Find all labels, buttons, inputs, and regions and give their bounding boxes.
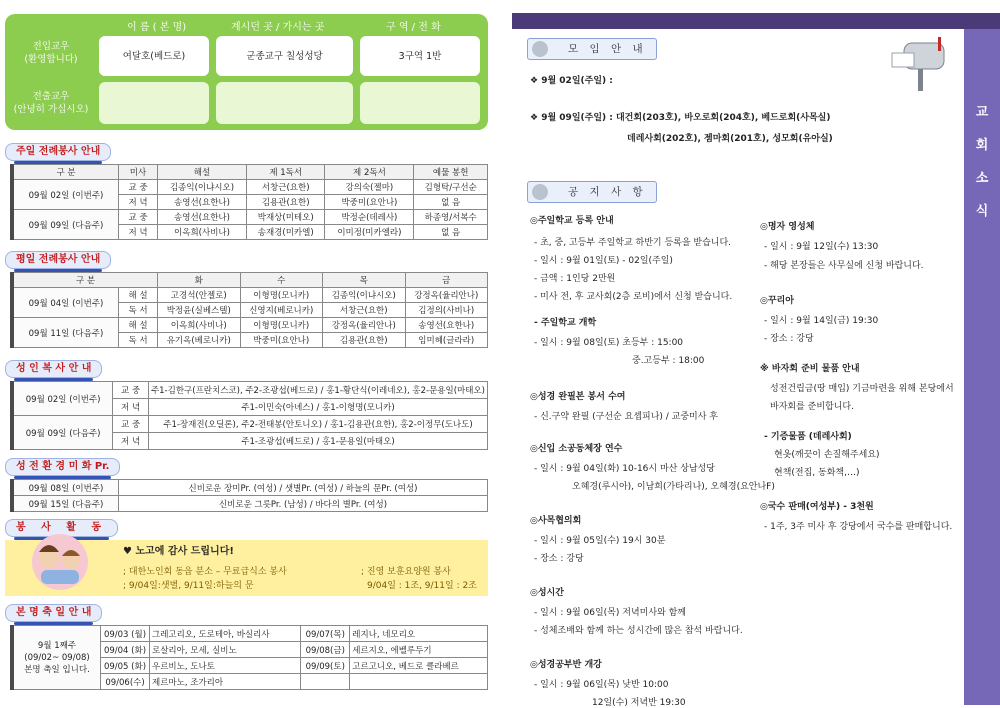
table-row — [12, 288, 488, 303]
col-header: 해설 — [158, 165, 247, 180]
role-cell: 해 설 — [119, 318, 158, 333]
notice-line: 12일(수) 저녁반 19:30 — [592, 698, 686, 708]
decoration-table — [10, 479, 488, 512]
patron-group-label: 9월 1째주 (09/02~ 09/08) 본명 축일 입니다. — [12, 626, 101, 690]
date-cell — [301, 674, 350, 690]
move-in-out-panel — [5, 14, 488, 130]
row-label-in: 전입교우 (환영합니다) — [24, 41, 78, 65]
altar-server-table — [10, 381, 488, 450]
table-row — [12, 210, 488, 225]
decoration-title: 성 전 환 경 미 화 Pr. — [5, 458, 120, 476]
cell: 송영선(요한나) — [405, 318, 488, 333]
cell: 우르비노, 도나토 — [150, 658, 301, 674]
in-place: 군종교구 칠성성당 — [216, 36, 353, 76]
date-cell: 09월 02일 (이번주) — [12, 382, 113, 416]
thanks-text: ♥ 노고에 감사 드립니다! — [123, 546, 234, 557]
table-row — [12, 496, 488, 512]
cell: 세르지오, 에벨루두기 — [350, 642, 488, 658]
cell: 주1-김한구(프란치스코), 주2-조광섭(베드로) / 홍1-황단식(이레네오), 홍2-문용일(마태오) — [148, 382, 487, 399]
date-cell: 09/07(목) — [301, 626, 350, 642]
sunday-liturgy-table — [10, 164, 488, 240]
patron-table — [10, 625, 488, 690]
col-header-area: 구 역 / 전 화 — [386, 22, 441, 33]
cell: 김용관(요한) — [247, 195, 325, 210]
cell: 김정의(사비나) — [405, 303, 488, 318]
notice-line: 오혜경(루시아), 이남희(가타리나), 오혜경(요안나F) — [572, 482, 775, 492]
row-label-out: 전출교우 (안녕히 가십시오) — [13, 91, 89, 115]
cell: 박정윤(실베스텔) — [158, 303, 241, 318]
col-header: 예물 봉헌 — [414, 165, 488, 180]
volunteer-right-2: 9/04일 : 1조, 9/11일 : 2조 — [367, 581, 477, 591]
top-bar — [512, 13, 1000, 29]
col-header: 제 1독서 — [247, 165, 325, 180]
volunteer-left-1: ; 대한노인회 동읍 분소 – 무료급식소 봉사 — [123, 567, 287, 577]
meeting-title: 모 임 안 내 — [568, 43, 647, 55]
cell: 송재경(미카엘) — [247, 225, 325, 240]
col-header-place: 계시던 곳 / 가시는 곳 — [231, 22, 325, 33]
mass-cell: 저 녁 — [113, 433, 149, 450]
notice-line: 현옷(깨끗이 손질해주세요) — [774, 450, 880, 460]
cell: 신영지(베로니카) — [240, 303, 323, 318]
out-name — [99, 82, 209, 124]
role-cell: 독 서 — [119, 333, 158, 348]
notice-line: - 해당 본장들은 사무실에 신청 바랍니다. — [764, 261, 924, 271]
notice-heading: ◎신입 소공동체장 연수 — [530, 444, 623, 454]
notice-line: - 초, 중, 고등부 주일학교 하반기 등록을 받습니다. — [534, 238, 732, 248]
col-header: 금 — [405, 273, 488, 288]
cell: 신비로운 장미Pr. (여성) / 샛별Pr. (여성) / 하늘의 문Pr. (여성) — [119, 480, 488, 496]
notice-line: - 미사 전, 후 교사회(2층 로비)에서 신청 받습니다. — [534, 292, 733, 302]
notice-heading: ◎명자 영성체 — [760, 222, 815, 232]
cell: 이형명(모니카) — [240, 318, 323, 333]
cell: 박중미(요안나) — [240, 333, 323, 348]
cell: 강정옥(율리안나) — [323, 318, 406, 333]
cell: 송영선(요한나) — [158, 195, 247, 210]
notice-line: - 일시 : 9월 12일(수) 13:30 — [764, 242, 879, 252]
notice-line: - 일시 : 9월 06일(목) 저녁미사와 함께 — [534, 608, 686, 618]
patron-title: 본 명 축 일 안 내 — [5, 604, 102, 622]
notice-line: - 일시 : 9월 05일(수) 19시 30분 — [534, 536, 666, 546]
mass-cell: 저 녁 — [113, 399, 149, 416]
notice-heading: ◎사목협의회 — [530, 516, 582, 526]
cell: 강정옥(율리안나) — [405, 288, 488, 303]
cell: 송영선(요한나) — [158, 210, 247, 225]
notice-heading: ◎국수 판매(여성부) - 3천원 — [760, 502, 874, 512]
table-row — [12, 626, 488, 642]
notice-line: - 금액 : 1인당 2만원 — [534, 274, 616, 284]
date-cell: 09/03 (월) — [101, 626, 150, 642]
notice-heading: ◎꾸리아 — [760, 296, 794, 306]
mass-cell: 교 중 — [119, 210, 158, 225]
table-row — [12, 180, 488, 195]
cell: 박중미(요안나) — [325, 195, 414, 210]
date-cell: 09월 04일 (이번주) — [12, 288, 119, 318]
person-icon — [532, 184, 548, 200]
notice-heading: - 기증물품 (데레사회) — [764, 432, 852, 442]
table-row — [12, 318, 488, 333]
side-char: 소 — [975, 171, 989, 186]
cell: 김형탁/구선순 — [414, 180, 488, 195]
notice-line: 중.고등부 : 18:00 — [632, 356, 705, 366]
date-cell: 09월 09일 (다음주) — [12, 416, 113, 450]
notice-line: - 성체조배와 함께 하는 성시간에 많은 참석 바랍니다. — [534, 626, 743, 636]
cell: 신비로운 그릇Pr. (남성) / 바다의 별Pr. (여성) — [119, 496, 488, 512]
in-area: 3구역 1반 — [360, 36, 480, 76]
date-cell: 09/04 (화) — [101, 642, 150, 658]
cell: 이미정(미카엘라) — [325, 225, 414, 240]
date-cell: 09/06(수) — [101, 674, 150, 690]
weekday-liturgy-title: 평일 전례봉사 안내 — [5, 251, 111, 269]
volunteer-title: 봉 사 활 동 — [5, 519, 118, 537]
mass-cell: 교 중 — [119, 180, 158, 195]
in-name: 여달호(베드로) — [99, 36, 209, 76]
date-cell: 09월 11일 (다음주) — [12, 318, 119, 348]
cell: 유기옥(베로니카) — [158, 333, 241, 348]
cell: 로살리아, 모세, 실비노 — [150, 642, 301, 658]
notice-line: - 1주, 3주 미사 후 강당에서 국수를 판매합니다. — [764, 522, 953, 532]
cell: 레지나, 네모리오 — [350, 626, 488, 642]
cell: 박재상(미테오) — [247, 210, 325, 225]
notice-line: - 장소 : 강당 — [764, 334, 814, 344]
cell: 김종익(이냐시오) — [323, 288, 406, 303]
meeting-item: ❖ 9월 09일(주일) : 대건회(203호), 바오로회(204호), 베드로회(사목실) — [530, 113, 831, 123]
side-char: 교 — [975, 105, 989, 120]
col-header: 화 — [158, 273, 241, 288]
mass-cell: 교 중 — [113, 416, 149, 433]
notice-line: - 일시 : 9월 01일(토) - 02일(주일) — [534, 256, 673, 266]
col-header: 미사 — [119, 165, 158, 180]
date-cell: 09월 02일 (이번주) — [12, 180, 119, 210]
date-cell: 09/05 (화) — [101, 658, 150, 674]
church-news-panel — [512, 13, 1000, 708]
notice-line: 성전건립금(땅 매입) 기금마련을 위해 본당에서 — [770, 384, 954, 394]
volunteer-left-2: ; 9/04일:샛별, 9/11일:하늘의 문 — [123, 581, 254, 591]
notice-line: - 신.구약 완필 (구선순 요셉피나) / 교중미사 후 — [534, 412, 718, 422]
notice-line: - 일시 : 9월 06일(목) 낮반 10:00 — [534, 680, 669, 690]
meeting-item: ❖ 9월 02일(주일) : — [530, 76, 613, 86]
cell: 없 음 — [414, 195, 488, 210]
cell: 임미혜(글라라) — [405, 333, 488, 348]
table-row — [12, 480, 488, 496]
cell: 제르마노, 조가리아 — [150, 674, 301, 690]
notice-line: - 일시 : 9월 04일(화) 10-16시 마산 상남성당 — [534, 464, 715, 474]
notice-heading: - 주일학교 개학 — [534, 318, 597, 328]
col-header: 구 분 — [12, 165, 119, 180]
mass-cell: 저 녁 — [119, 195, 158, 210]
cell: 그레고리오, 도로테아, 바실리사 — [150, 626, 301, 642]
person-icon — [532, 41, 548, 57]
side-char: 식 — [975, 204, 989, 219]
col-header: 제 2독서 — [325, 165, 414, 180]
volunteer-strip — [5, 540, 488, 596]
notice-heading: ◎성경 완필본 봉서 수여 — [530, 392, 626, 402]
cell: 김종익(이냐시오) — [158, 180, 247, 195]
mailbox-icon — [886, 33, 956, 95]
cell: 고경석(안젤로) — [158, 288, 241, 303]
cell: 서창근(요한) — [247, 180, 325, 195]
notice-heading: ◎주일학교 등록 안내 — [530, 216, 614, 226]
meeting-item: 데레사회(202호), 젬마회(201호), 성모회(유아실) — [627, 134, 833, 144]
weekday-liturgy-table — [10, 272, 488, 348]
altar-server-title: 성 인 복 사 안 내 — [5, 360, 102, 378]
col-header-name: 이 름 ( 본 명) — [127, 22, 187, 33]
notice-header — [527, 181, 657, 203]
table-row — [12, 416, 488, 433]
cell — [350, 674, 488, 690]
cell: 김용관(요한) — [323, 333, 406, 348]
cell: 이옥희(사비나) — [158, 318, 241, 333]
cell: 박정순(데레사) — [325, 210, 414, 225]
side-title-bar — [964, 29, 1000, 705]
notice-heading: ※ 바자회 준비 물품 안내 — [760, 364, 860, 374]
notice-line: 바자회를 준비합니다. — [770, 402, 854, 412]
cell: 강의숙(젤마) — [325, 180, 414, 195]
cell: 하종영/서복수 — [414, 210, 488, 225]
sunday-liturgy-title: 주일 전례봉사 안내 — [5, 143, 111, 161]
cell: 주1-이민숙(아녜스) / 홍1-이형명(모니카) — [148, 399, 487, 416]
notice-heading: ◎성시간 — [530, 588, 564, 598]
cell: 없 음 — [414, 225, 488, 240]
role-cell: 독 서 — [119, 303, 158, 318]
cell: 이형명(모니카) — [240, 288, 323, 303]
out-place — [216, 82, 353, 124]
col-header: 목 — [323, 273, 406, 288]
role-cell: 해 설 — [119, 288, 158, 303]
mass-cell: 저 녁 — [119, 225, 158, 240]
notice-line: - 일시 : 9월 08일(토) 초등부 : 15:00 — [534, 338, 684, 348]
date-cell: 09/08(금) — [301, 642, 350, 658]
table-row — [12, 382, 488, 399]
volunteer-illustration-icon — [27, 530, 93, 594]
date-cell: 09/09(토) — [301, 658, 350, 674]
meeting-header — [527, 38, 657, 60]
volunteer-right-1: ; 진영 보훈요양원 봉사 — [361, 567, 451, 577]
cell: 서창근(요한) — [323, 303, 406, 318]
cell: 고르고니오, 베드로 클라베르 — [350, 658, 488, 674]
col-header: 수 — [240, 273, 323, 288]
out-area — [360, 82, 480, 124]
mass-cell: 교 중 — [113, 382, 149, 399]
date-cell: 09월 09일 (다음주) — [12, 210, 119, 240]
cell: 주1-장재진(오딜론), 주2-전태봉(안토니오) / 홍1-김용관(요한), 홍2-이정무(도나도) — [148, 416, 487, 433]
cell: 주1-조광섭(베드로) / 홍1-문용일(마태오) — [148, 433, 487, 450]
notice-heading: ◎성경공부반 개강 — [530, 660, 602, 670]
notice-title: 공 지 사 항 — [568, 186, 647, 198]
side-char: 회 — [975, 138, 989, 153]
notice-line: - 일시 : 9월 14일(금) 19:30 — [764, 316, 879, 326]
col-header: 구 분 — [12, 273, 158, 288]
date-cell: 09월 08일 (이번주) — [12, 480, 119, 496]
cell: 이옥희(사비나) — [158, 225, 247, 240]
notice-line: 현책(전집, 동화책,…) — [774, 468, 860, 478]
notice-line: - 장소 : 강당 — [534, 554, 584, 564]
date-cell: 09월 15일 (다음주) — [12, 496, 119, 512]
